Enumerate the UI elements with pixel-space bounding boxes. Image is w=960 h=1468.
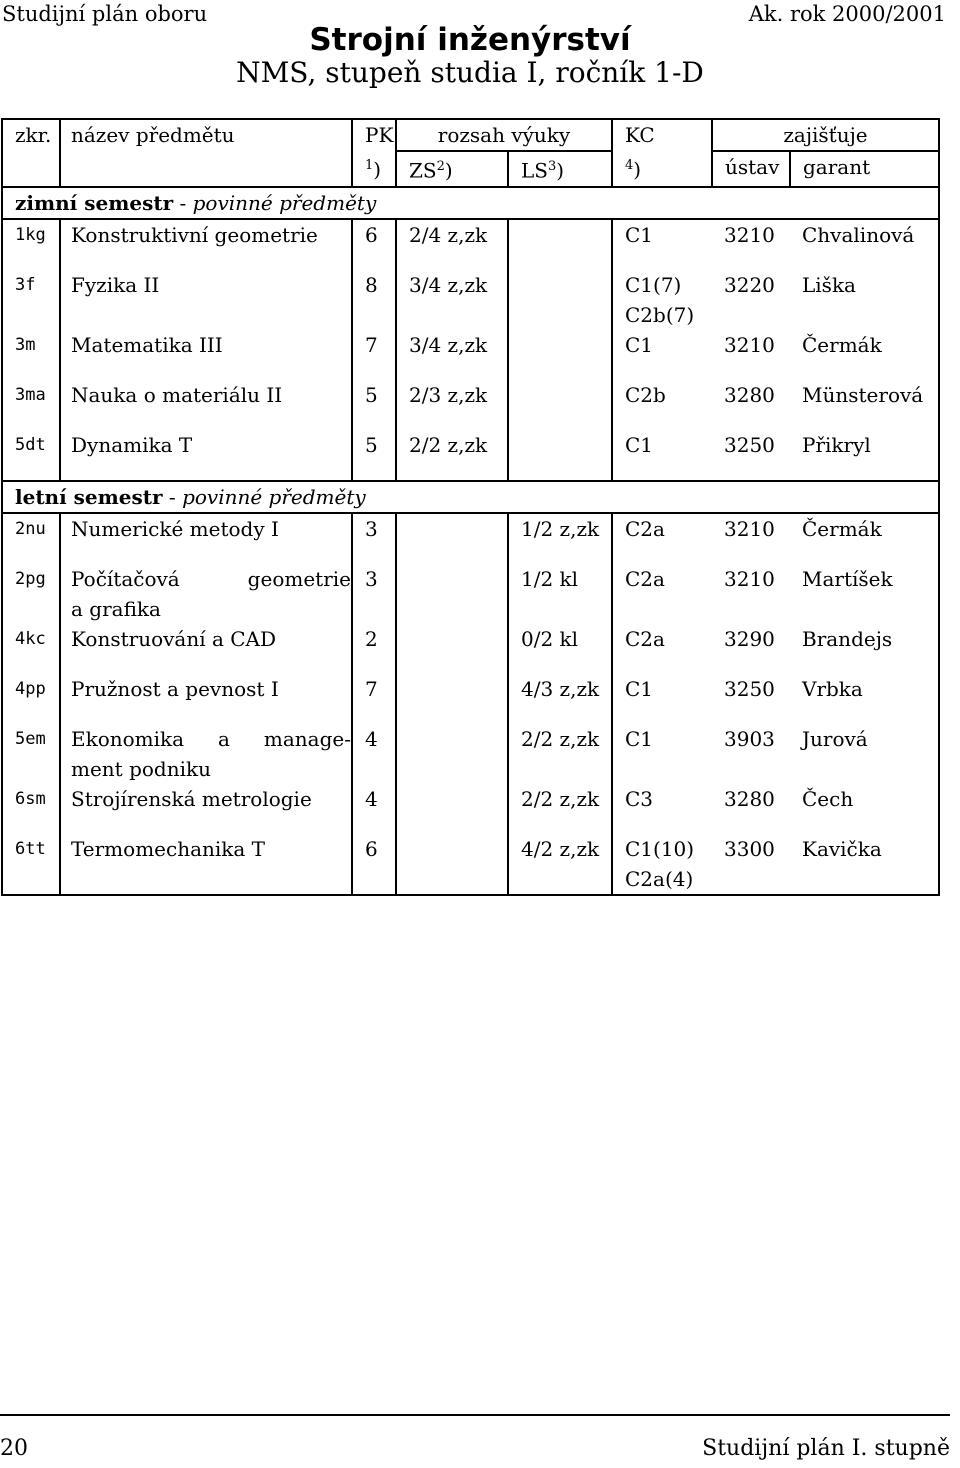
kc-category: C2b bbox=[612, 380, 712, 430]
subject-name: Ekonomika a manage- ment podniku bbox=[60, 724, 352, 784]
credits: 4 bbox=[352, 724, 396, 784]
subject-name: Termomechanika T bbox=[60, 834, 352, 895]
winter-hours bbox=[396, 564, 508, 624]
kc-category: C1(10) C2a(4) bbox=[612, 834, 712, 895]
table-row bbox=[2, 724, 939, 784]
subject-name: Fyzika II bbox=[60, 270, 352, 330]
col-garant-header: garant bbox=[790, 151, 939, 187]
subject-name: Dynamika T bbox=[60, 430, 352, 481]
academic-year: Ak. rok 2000/2001 bbox=[748, 2, 946, 26]
pk-note: $^1$) bbox=[352, 151, 396, 187]
subject-name: Matematika III bbox=[60, 330, 352, 380]
subject-code: 6tt bbox=[2, 834, 60, 895]
summer-hours: 2/2 z,zk bbox=[508, 784, 612, 834]
subject-name: Pružnost a pevnost I bbox=[60, 674, 352, 724]
winter-hours: 3/4 z,zk bbox=[396, 330, 508, 380]
subject-code: 6sm bbox=[2, 784, 60, 834]
table-row bbox=[2, 380, 939, 430]
institute: 3903 bbox=[724, 726, 775, 751]
subject-name: Konstruktivní geometrie bbox=[60, 219, 352, 270]
summer-hours bbox=[508, 270, 612, 330]
table-row bbox=[2, 513, 939, 564]
kc-category: C2a bbox=[612, 513, 712, 564]
summer-hours: 0/2 kl bbox=[508, 624, 612, 674]
subject-name: Nauka o materiálu II bbox=[60, 380, 352, 430]
institute: 3280 bbox=[724, 786, 775, 811]
kc-category: C1 bbox=[612, 330, 712, 380]
table-header-row-1 bbox=[2, 119, 939, 151]
col-zs-header: $ZS^2$) bbox=[396, 151, 508, 187]
table-row bbox=[2, 430, 939, 481]
subject-name: Konstruování a CAD bbox=[60, 624, 352, 674]
institute: 3250 bbox=[724, 432, 775, 457]
credits: 7 bbox=[352, 330, 396, 380]
guarantor: Münsterová bbox=[790, 380, 939, 430]
credits: 3 bbox=[352, 513, 396, 564]
summer-hours bbox=[508, 430, 612, 481]
institute: 3250 bbox=[724, 676, 775, 701]
kc-category: C2a bbox=[612, 624, 712, 674]
winter-hours bbox=[396, 834, 508, 895]
institute: 3300 bbox=[712, 834, 790, 895]
guarantor: Vrbka bbox=[790, 674, 939, 724]
col-name-header: název předmětu bbox=[60, 119, 352, 151]
credits: 7 bbox=[352, 674, 396, 724]
winter-hours bbox=[396, 784, 508, 834]
subject-code: 2pg bbox=[2, 564, 60, 624]
footer-title: Studijní plán I. stupně bbox=[702, 1436, 950, 1461]
study-plan-table bbox=[1, 118, 940, 896]
col-rozsah-header: rozsah výuky bbox=[396, 119, 612, 151]
summer-hours: 2/2 z,zk bbox=[508, 724, 612, 784]
kc-category: C3 bbox=[612, 784, 712, 834]
guarantor: Čermák bbox=[790, 330, 939, 380]
col-zkr-header: zkr. bbox=[2, 119, 60, 151]
summer-hours bbox=[508, 380, 612, 430]
subject-name: Strojírenská metrologie bbox=[60, 784, 352, 834]
kc-category: C1 bbox=[612, 674, 712, 724]
credits: 5 bbox=[352, 430, 396, 481]
table-row bbox=[2, 564, 939, 624]
subject-code: 2nu bbox=[2, 513, 60, 564]
table-row bbox=[2, 330, 939, 380]
kc-category: C1(7) C2b(7) bbox=[612, 270, 712, 330]
summer-hours: 4/2 z,zk bbox=[508, 834, 612, 895]
kc-category: C1 bbox=[612, 724, 712, 784]
table-row bbox=[2, 834, 939, 895]
summer-hours bbox=[508, 219, 612, 270]
winter-semester-heading: zimní semestr - povinné předměty bbox=[2, 187, 939, 219]
institute: 3210 bbox=[724, 516, 775, 541]
winter-hours: 2/4 z,zk bbox=[396, 219, 508, 270]
kc-note: $^4$) bbox=[612, 151, 712, 187]
col-kc-header: KC bbox=[612, 119, 712, 151]
institute: 3210 bbox=[724, 332, 775, 357]
institute: 3290 bbox=[724, 626, 775, 651]
table-row bbox=[2, 219, 939, 270]
guarantor: Liška bbox=[790, 270, 939, 330]
table-row bbox=[2, 784, 939, 834]
table-row bbox=[2, 270, 939, 330]
winter-hours: 2/2 z,zk bbox=[396, 430, 508, 481]
institute: 3210 bbox=[724, 566, 775, 591]
guarantor: Chvalinová bbox=[790, 219, 939, 270]
guarantor: Čech bbox=[790, 784, 939, 834]
kc-category: C1 bbox=[612, 219, 712, 270]
summer-hours: 1/2 z,zk bbox=[508, 513, 612, 564]
institute: 3220 bbox=[724, 272, 775, 297]
winter-hours bbox=[396, 513, 508, 564]
kc-category: C1 bbox=[612, 430, 712, 481]
credits: 6 bbox=[352, 219, 396, 270]
winter-hours bbox=[396, 624, 508, 674]
guarantor: Přikryl bbox=[790, 430, 939, 481]
summer-hours: 4/3 z,zk bbox=[508, 674, 612, 724]
guarantor: Kavička bbox=[790, 834, 939, 895]
credits: 6 bbox=[352, 834, 396, 895]
summer-semester-heading: letní semestr - povinné předměty bbox=[2, 481, 939, 513]
page-subtitle: NMS, stupeň studia I, ročník 1-D bbox=[236, 56, 704, 89]
institute: 3280 bbox=[724, 382, 775, 407]
kc-category: C2a bbox=[612, 564, 712, 624]
subject-code: 3f bbox=[2, 270, 60, 330]
subject-name: Počítačová geometrie a grafika bbox=[60, 564, 352, 624]
winter-hours: 2/3 z,zk bbox=[396, 380, 508, 430]
guarantor: Martíšek bbox=[790, 564, 939, 624]
footer-rule bbox=[0, 1414, 950, 1416]
institute: 3210 bbox=[724, 222, 775, 247]
credits: 2 bbox=[352, 624, 396, 674]
col-pk-header: PK bbox=[352, 119, 396, 151]
guarantor: Jurová bbox=[790, 724, 939, 784]
guarantor: Čermák bbox=[790, 513, 939, 564]
subject-name: Numerické metody I bbox=[60, 513, 352, 564]
summer-hours bbox=[508, 330, 612, 380]
table-row bbox=[2, 674, 939, 724]
page-title: Strojní inženýrství bbox=[309, 22, 631, 58]
subject-code: 4kc bbox=[2, 624, 60, 674]
summer-hours: 1/2 kl bbox=[508, 564, 612, 624]
col-ustav-header: ústav bbox=[712, 151, 790, 187]
header-left: Studijní plán oboru bbox=[2, 2, 208, 26]
subject-code: 3m bbox=[2, 330, 60, 380]
table-header-row-2 bbox=[2, 151, 939, 187]
subject-code: 5dt bbox=[2, 430, 60, 481]
col-zajistuje-header: zajišťuje bbox=[712, 119, 939, 151]
winter-hours bbox=[396, 724, 508, 784]
subject-code: 1kg bbox=[2, 219, 60, 270]
subject-code: 4pp bbox=[2, 674, 60, 724]
subject-code: 3ma bbox=[2, 380, 60, 430]
guarantor: Brandejs bbox=[790, 624, 939, 674]
table-row bbox=[2, 624, 939, 674]
winter-hours bbox=[396, 674, 508, 724]
credits: 8 bbox=[352, 270, 396, 330]
subject-code: 5em bbox=[2, 724, 60, 784]
credits: 4 bbox=[352, 784, 396, 834]
credits: 3 bbox=[352, 564, 396, 624]
page-number: 20 bbox=[0, 1436, 28, 1461]
col-ls-header: $LS^3$) bbox=[508, 151, 612, 187]
winter-hours: 3/4 z,zk bbox=[396, 270, 508, 330]
credits: 5 bbox=[352, 380, 396, 430]
